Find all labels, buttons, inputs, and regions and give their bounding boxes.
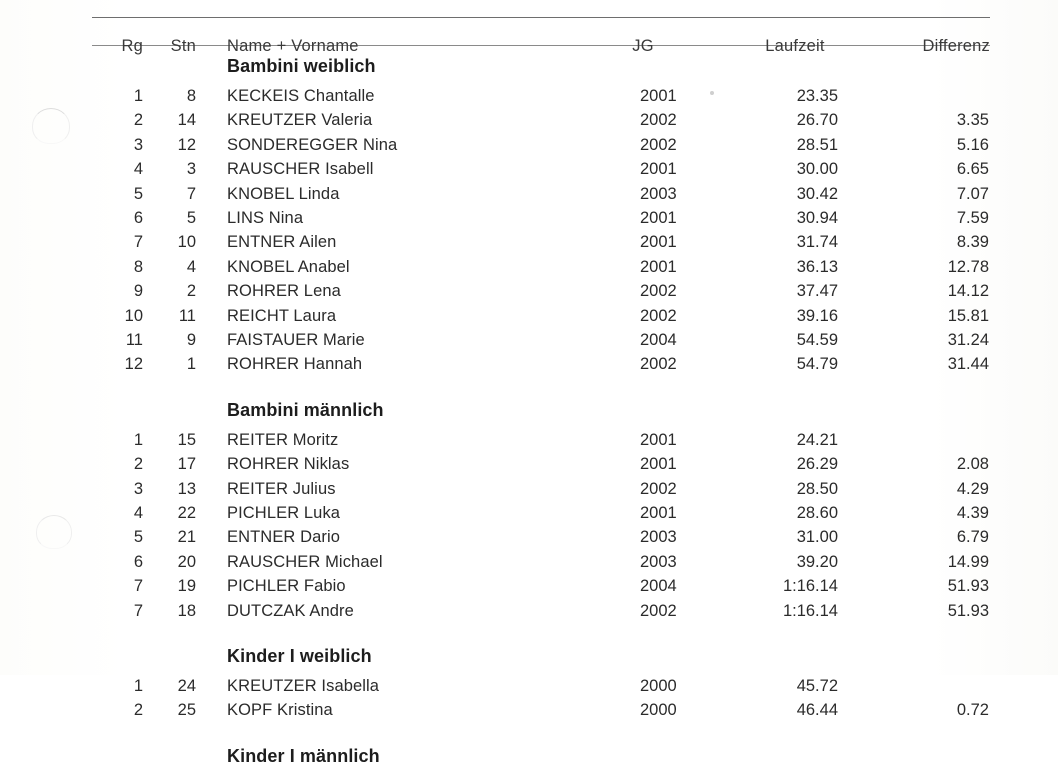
cell-difference: 51.93	[947, 577, 989, 596]
cell-rank: 7	[133, 601, 143, 620]
cell-run-time: 1:16.14	[782, 577, 838, 596]
cell-name: KREUTZER Isabella	[227, 677, 380, 695]
cell-run-time: 26.70	[796, 111, 838, 130]
cell-rank: 1	[133, 677, 143, 695]
cell-birth-year: 2000	[640, 701, 677, 720]
cell-name: SONDEREGGER Nina	[227, 135, 398, 154]
column-header-laufzeit: Laufzeit	[765, 37, 825, 55]
cell-birth-year: 2003	[640, 184, 677, 203]
cell-difference: 8.39	[956, 233, 989, 252]
cell-start-number: 19	[177, 577, 196, 596]
cell-birth-year: 2002	[640, 111, 677, 130]
cell-start-number: 4	[186, 257, 196, 276]
column-header-stn: Stn	[170, 37, 196, 55]
table-row	[0, 355, 1058, 379]
cell-rank: 11	[125, 331, 143, 349]
cell-start-number: 5	[186, 209, 196, 227]
cell-run-time: 45.72	[796, 677, 838, 695]
cell-rank: 6	[133, 209, 143, 227]
cell-rank: 4	[133, 504, 143, 522]
section-title: Bambini weiblich	[227, 56, 376, 76]
cell-name: RAUSCHER Isabell	[227, 160, 374, 179]
cell-start-number: 7	[186, 184, 196, 203]
cell-run-time: 39.16	[796, 306, 838, 325]
cell-rank: 7	[133, 577, 143, 596]
column-header-differenz: Differenz	[922, 37, 990, 55]
cell-name: ROHRER Niklas	[227, 455, 350, 474]
cell-rank: 3	[133, 135, 143, 154]
cell-start-number: 13	[177, 479, 196, 498]
cell-run-time: 30.94	[796, 209, 838, 227]
cell-difference: 7.07	[956, 184, 989, 203]
cell-rank: 1	[133, 87, 143, 105]
table-row	[0, 455, 1058, 479]
cell-start-number: 24	[177, 677, 196, 695]
cell-difference: 7.59	[956, 209, 989, 227]
cell-name: PICHLER Luka	[227, 504, 341, 522]
cell-start-number: 12	[177, 135, 196, 154]
cell-difference: 3.35	[956, 111, 989, 130]
cell-name: ROHRER Hannah	[227, 355, 363, 374]
cell-name: DUTCZAK Andre	[227, 601, 354, 620]
cell-rank: 6	[133, 552, 143, 571]
cell-name: KECKEIS Chantalle	[227, 87, 375, 105]
cell-difference: 14.12	[947, 282, 989, 301]
table-row	[0, 87, 1058, 111]
cell-run-time: 39.20	[796, 552, 838, 571]
table-row	[0, 185, 1058, 209]
table-row	[0, 160, 1058, 184]
cell-start-number: 18	[177, 601, 196, 620]
cell-rank: 8	[133, 257, 143, 276]
column-header-rg: Rg	[121, 37, 143, 55]
cell-run-time: 28.50	[796, 479, 838, 498]
cell-difference: 14.99	[947, 552, 989, 571]
cell-run-time: 26.29	[796, 455, 838, 474]
cell-run-time: 28.60	[796, 504, 838, 522]
cell-run-time: 46.44	[796, 701, 838, 720]
table-header-row	[92, 16, 990, 55]
table-row	[0, 577, 1058, 601]
cell-birth-year: 2004	[640, 331, 677, 349]
cell-name: KNOBEL Anabel	[227, 257, 350, 276]
cell-difference: 6.79	[956, 528, 989, 547]
cell-birth-year: 2001	[640, 87, 677, 105]
table-row	[0, 553, 1058, 577]
cell-run-time: 31.74	[796, 233, 838, 252]
table-row	[0, 701, 1058, 725]
cell-birth-year: 2001	[640, 455, 677, 474]
cell-difference: 6.65	[956, 160, 989, 179]
cell-difference: 4.39	[956, 504, 989, 522]
cell-rank: 12	[124, 355, 143, 374]
cell-start-number: 22	[177, 504, 196, 522]
cell-name: RAUSCHER Michael	[227, 552, 383, 571]
cell-name: ROHRER Lena	[227, 282, 341, 301]
cell-rank: 3	[133, 479, 143, 498]
cell-run-time: 28.51	[796, 135, 838, 154]
cell-start-number: 11	[178, 306, 196, 325]
cell-difference: 4.29	[956, 479, 989, 498]
cell-birth-year: 2002	[640, 306, 677, 325]
cell-name: ENTNER Ailen	[227, 233, 337, 252]
cell-name: REITER Moritz	[227, 430, 339, 449]
cell-birth-year: 2001	[640, 160, 677, 179]
cell-difference: 31.44	[947, 355, 989, 374]
section-title: Bambini männlich	[227, 399, 384, 420]
cell-name: FAISTAUER Marie	[227, 331, 365, 349]
table-row	[0, 233, 1058, 257]
cell-birth-year: 2002	[640, 282, 677, 301]
cell-start-number: 21	[177, 528, 196, 547]
cell-difference: 31.24	[947, 331, 989, 349]
cell-start-number: 3	[186, 160, 196, 179]
section-title: Kinder I männlich	[227, 745, 380, 766]
cell-birth-year: 2004	[640, 577, 677, 596]
cell-name: REITER Julius	[227, 479, 336, 498]
cell-difference: 2.08	[956, 455, 989, 474]
cell-rank: 5	[133, 528, 143, 547]
cell-name: KOPF Kristina	[227, 701, 333, 720]
cell-birth-year: 2001	[640, 209, 677, 227]
cell-run-time: 54.79	[796, 355, 838, 374]
cell-run-time: 36.13	[796, 257, 838, 276]
cell-start-number: 9	[186, 331, 196, 349]
cell-rank: 1	[133, 430, 143, 449]
cell-start-number: 20	[177, 552, 196, 571]
cell-run-time: 30.42	[796, 184, 838, 203]
cell-name: KREUTZER Valeria	[227, 111, 373, 130]
table-row	[0, 504, 1058, 528]
column-header-name: Name + Vorname	[227, 37, 359, 55]
table-row	[0, 677, 1058, 701]
table-row	[0, 307, 1058, 331]
cell-rank: 2	[133, 111, 143, 130]
cell-run-time: 24.21	[796, 430, 838, 449]
cell-birth-year: 2003	[640, 552, 677, 571]
cell-birth-year: 2002	[640, 601, 677, 620]
cell-name: LINS Nina	[227, 209, 304, 227]
table-row	[0, 111, 1058, 135]
column-header-jg: JG	[632, 37, 654, 55]
table-row	[0, 258, 1058, 282]
cell-rank: 7	[133, 233, 143, 252]
table-row	[0, 528, 1058, 552]
cell-birth-year: 2000	[640, 677, 677, 695]
cell-birth-year: 2002	[640, 355, 677, 374]
section-title: Kinder I weiblich	[227, 646, 372, 666]
cell-run-time: 30.00	[796, 160, 838, 179]
cell-start-number: 1	[186, 355, 196, 374]
cell-rank: 9	[133, 282, 143, 301]
cell-start-number: 14	[177, 111, 196, 130]
table-row	[0, 331, 1058, 355]
cell-start-number: 10	[177, 233, 196, 252]
cell-run-time: 1:16.14	[782, 601, 838, 620]
cell-birth-year: 2001	[640, 257, 677, 276]
cell-name: ENTNER Dario	[227, 528, 341, 547]
table-row	[0, 136, 1058, 160]
cell-birth-year: 2001	[640, 504, 677, 522]
table-row	[0, 282, 1058, 306]
cell-rank: 4	[133, 160, 143, 179]
table-row	[0, 480, 1058, 504]
cell-difference: 12.78	[947, 257, 989, 276]
cell-birth-year: 2001	[640, 430, 677, 449]
table-row	[0, 209, 1058, 233]
table-row	[0, 431, 1058, 455]
cell-name: REICHT Laura	[227, 306, 337, 325]
cell-run-time: 23.35	[796, 87, 838, 105]
cell-name: KNOBEL Linda	[227, 184, 340, 203]
cell-run-time: 37.47	[796, 282, 838, 301]
cell-run-time: 31.00	[796, 528, 838, 547]
cell-rank: 2	[133, 701, 143, 720]
cell-birth-year: 2002	[640, 135, 677, 154]
cell-difference: 5.16	[956, 135, 989, 154]
cell-rank: 5	[133, 184, 143, 203]
cell-rank: 2	[133, 455, 143, 474]
cell-difference: 15.81	[947, 306, 989, 325]
cell-name: PICHLER Fabio	[227, 577, 346, 596]
cell-start-number: 2	[186, 282, 196, 301]
cell-birth-year: 2003	[640, 528, 677, 547]
cell-difference: 51.93	[947, 601, 989, 620]
cell-birth-year: 2001	[640, 233, 677, 252]
cell-start-number: 17	[177, 455, 196, 474]
cell-rank: 10	[124, 306, 143, 325]
cell-start-number: 8	[186, 87, 196, 105]
cell-difference: 0.72	[956, 701, 989, 720]
cell-start-number: 15	[177, 430, 196, 449]
cell-birth-year: 2002	[640, 479, 677, 498]
table-row	[0, 602, 1058, 626]
cell-start-number: 25	[177, 701, 196, 720]
cell-run-time: 54.59	[796, 331, 838, 349]
